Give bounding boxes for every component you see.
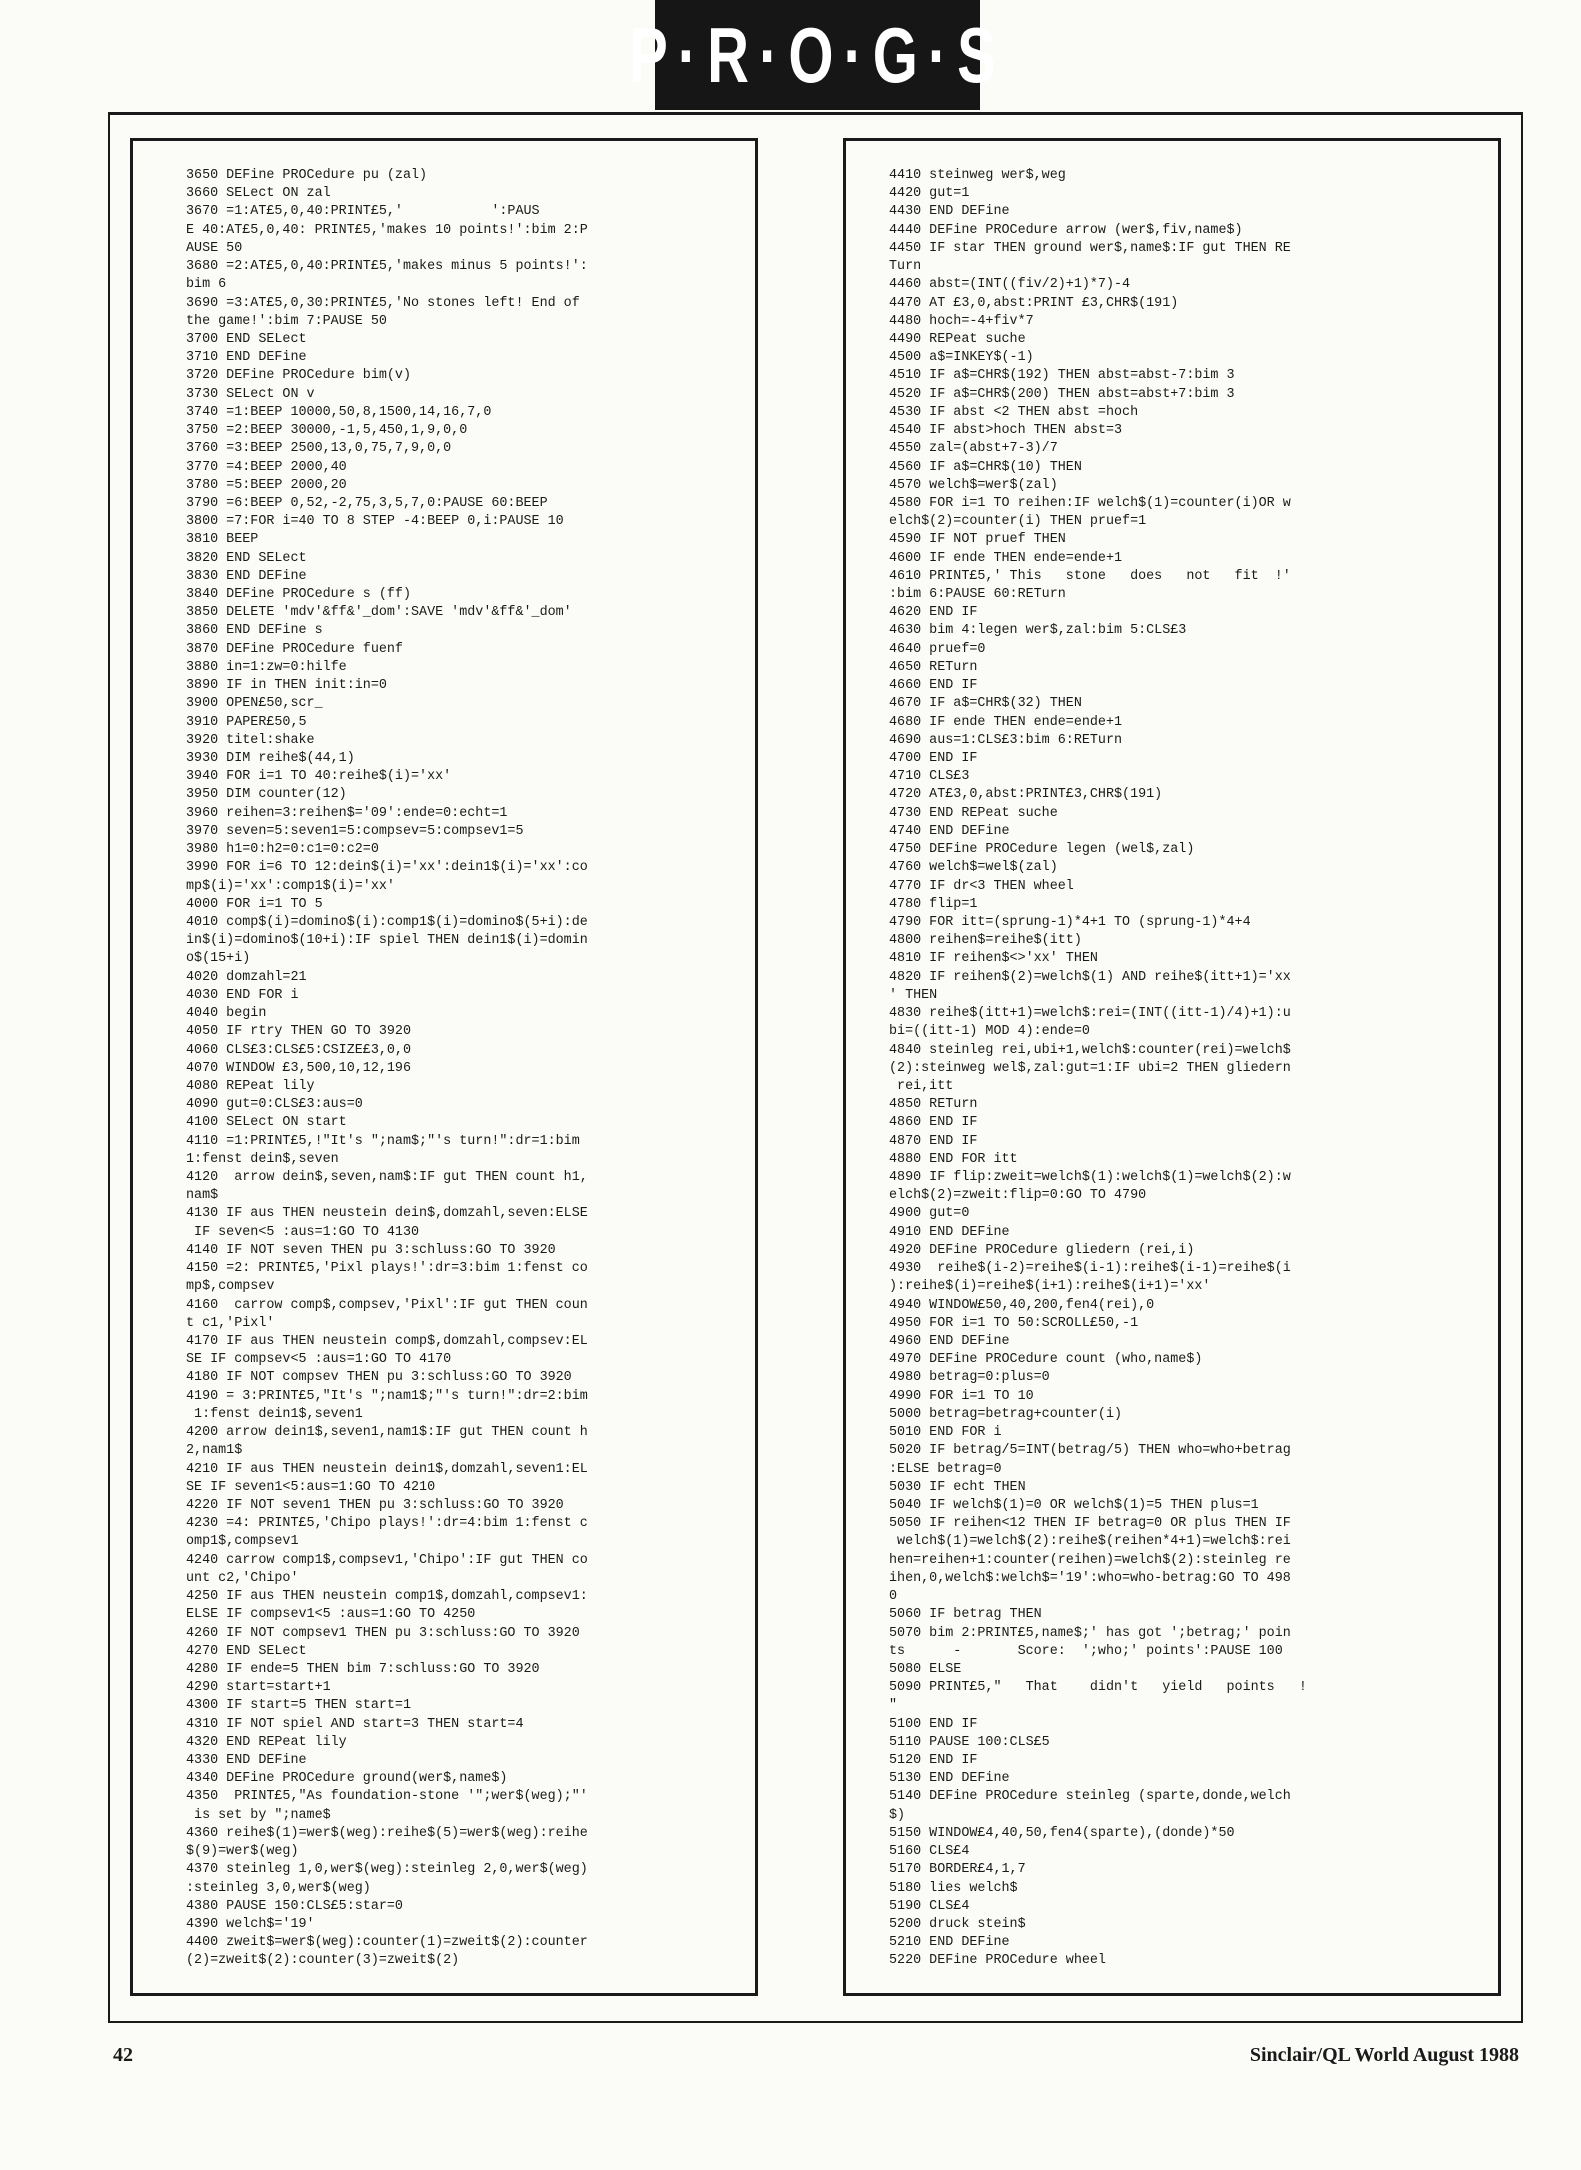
code-line: 3920 titel:shake bbox=[186, 732, 315, 748]
code-line: 2,nam1$ bbox=[186, 1443, 243, 1459]
code-line: 5120 END IF bbox=[889, 1753, 978, 1769]
code-line: mp$,compsev bbox=[186, 1279, 275, 1295]
code-line: (2)=zweit$(2):counter(3)=zweit$(2) bbox=[186, 1953, 460, 1969]
code-line: 4090 gut=0:CLS£3:aus=0 bbox=[186, 1097, 363, 1113]
code-line: 4750 DEFine PROCedure legen (wel$,zal) bbox=[889, 842, 1195, 858]
code-line: 4990 FOR i=1 TO 10 bbox=[889, 1388, 1034, 1404]
right-rule bbox=[1521, 112, 1523, 2022]
code-line: 4420 gut=1 bbox=[889, 186, 970, 202]
code-line: 3790 =6:BEEP 0,52,-2,75,3,5,7,0:PAUSE 60:BEEP bbox=[186, 495, 548, 511]
code-line: o$(15+i) bbox=[186, 951, 251, 967]
left-rule bbox=[108, 112, 110, 2022]
code-line: 4950 FOR i=1 TO 50:SCROLL£50,-1 bbox=[889, 1315, 1139, 1331]
code-line: 4940 WINDOW£50,40,200,fen4(rei),0 bbox=[889, 1297, 1155, 1313]
code-line: 5050 IF reihen<12 THEN IF betrag=0 OR plus THEN IF bbox=[889, 1516, 1291, 1532]
code-line: 5210 END DEFine bbox=[889, 1935, 1010, 1951]
code-line: 4660 END IF bbox=[889, 678, 978, 694]
code-line: $) bbox=[889, 1807, 906, 1823]
code-line: 4370 steinleg 1,0,wer$(weg):steinleg 2,0,wer$(weg) bbox=[186, 1862, 588, 1878]
code-line: 4070 WINDOW £3,500,10,12,196 bbox=[186, 1060, 411, 1076]
code-line: 4110 =1:PRINT£5,!"It's ";nam$;"'s turn!":dr=1:bim bbox=[186, 1133, 580, 1149]
code-line: elch$(2)=zweit:flip=0:GO TO 4790 bbox=[889, 1188, 1147, 1204]
code-line: 5140 DEFine PROCedure steinleg (sparte,donde,welch bbox=[889, 1789, 1291, 1805]
code-line: 4240 carrow comp1$,compsev1,'Chipo':IF gut THEN co bbox=[186, 1552, 588, 1568]
code-line: 4160 carrow comp$,compsev,'Pixl':IF gut THEN coun bbox=[186, 1297, 588, 1313]
code-line: 4800 reihen$=reihe$(itt) bbox=[889, 933, 1082, 949]
code-line: ELSE IF compsev1<5 :aus=1:GO TO 4250 bbox=[186, 1607, 476, 1623]
code-line: 4310 IF NOT spiel AND start=3 THEN start=4 bbox=[186, 1716, 524, 1732]
code-line: 5030 IF echt THEN bbox=[889, 1479, 1026, 1495]
code-line: 4880 END FOR itt bbox=[889, 1151, 1018, 1167]
code-line: 4590 IF NOT pruef THEN bbox=[889, 532, 1066, 548]
code-line: 4130 IF aus THEN neustein dein$,domzahl,seven:ELSE bbox=[186, 1206, 588, 1222]
code-line: 5160 CLS£4 bbox=[889, 1844, 970, 1860]
code-line: unt c2,'Chipo' bbox=[186, 1570, 299, 1586]
code-line: 5110 PAUSE 100:CLS£5 bbox=[889, 1734, 1050, 1750]
code-line: 4230 =4: PRINT£5,'Chipo plays!':dr=4:bim 1:fenst c bbox=[186, 1516, 588, 1532]
code-line: 5180 lies welch$ bbox=[889, 1880, 1018, 1896]
code-line: 4400 zweit$=wer$(weg):counter(1)=zweit$(2):counter bbox=[186, 1935, 588, 1951]
code-line: 5190 CLS£4 bbox=[889, 1898, 970, 1914]
code-line: 4970 DEFine PROCedure count (who,name$) bbox=[889, 1352, 1203, 1368]
code-line: 3710 END DEFine bbox=[186, 350, 307, 366]
left-code-listing bbox=[186, 167, 588, 1971]
code-line: 3960 reihen=3:reihen$='09':ende=0:echt=1 bbox=[186, 805, 508, 821]
code-line: 3950 DIM counter(12) bbox=[186, 787, 347, 803]
code-line: 3800 =7:FOR i=40 TO 8 STEP -4:BEEP 0,i:PAUSE 10 bbox=[186, 514, 564, 530]
code-line: :steinleg 3,0,wer$(weg) bbox=[186, 1880, 371, 1896]
code-line: $(9)=wer$(weg) bbox=[186, 1844, 299, 1860]
code-line: 4120 arrow dein$,seven,nam$:IF gut THEN count h1, bbox=[186, 1170, 588, 1186]
code-line: 4770 IF dr<3 THEN wheel bbox=[889, 878, 1074, 894]
code-line: 4720 AT£3,0,abst:PRINT£3,CHR$(191) bbox=[889, 787, 1163, 803]
code-line: 4490 REPeat suche bbox=[889, 331, 1026, 347]
code-line: nam$ bbox=[186, 1188, 219, 1204]
code-line: 4220 IF NOT seven1 THEN pu 3:schluss:GO TO 3920 bbox=[186, 1497, 564, 1513]
code-line: 4600 IF ende THEN ende=ende+1 bbox=[889, 550, 1123, 566]
code-line: 3980 h1=0:h2=0:c1=0:c2=0 bbox=[186, 842, 379, 858]
code-line: hen=reihen+1:counter(reihen)=welch$(2):steinleg re bbox=[889, 1552, 1291, 1568]
code-line: 4580 FOR i=1 TO reihen:IF welch$(1)=counter(i)OR w bbox=[889, 495, 1291, 511]
code-line: 4630 bim 4:legen wer$,zal:bim 5:CLS£3 bbox=[889, 623, 1187, 639]
code-line: t c1,'Pixl' bbox=[186, 1315, 275, 1331]
code-line: ihen,0,welch$:welch$='19':who=who-betrag:GO TO 498 bbox=[889, 1570, 1291, 1586]
code-line: 4200 arrow dein1$,seven1,nam1$:IF gut THEN count h bbox=[186, 1425, 588, 1441]
code-line: 4210 IF aus THEN neustein dein1$,domzahl,seven1:EL bbox=[186, 1461, 588, 1477]
code-line: 3890 IF in THEN init:in=0 bbox=[186, 678, 387, 694]
code-line: 4170 IF aus THEN neustein comp$,domzahl,compsev:EL bbox=[186, 1334, 588, 1349]
code-line: " bbox=[889, 1698, 898, 1714]
code-line: rei,itt bbox=[889, 1078, 954, 1094]
code-line: 4640 pruef=0 bbox=[889, 641, 986, 657]
code-line: 4980 betrag=0:plus=0 bbox=[889, 1370, 1050, 1386]
code-line: ):reihe$(i)=reihe$(i+1):reihe$(i+1)='xx' bbox=[889, 1279, 1211, 1295]
code-line: in$(i)=domino$(10+i):IF spiel THEN dein1$(i)=domin bbox=[186, 933, 588, 949]
code-line: SE IF seven1<5:aus=1:GO TO 4210 bbox=[186, 1479, 436, 1495]
code-line: 5070 bim 2:PRINT£5,name$;' has got ';betrag;' poin bbox=[889, 1625, 1291, 1641]
code-line: 5060 IF betrag THEN bbox=[889, 1607, 1042, 1623]
code-line: 4280 IF ende=5 THEN bim 7:schluss:GO TO 3920 bbox=[186, 1661, 540, 1677]
code-line: 3780 =5:BEEP 2000,20 bbox=[186, 477, 347, 493]
code-line: 4810 IF reihen$<>'xx' THEN bbox=[889, 951, 1098, 967]
code-line: 4430 END DEFine bbox=[889, 204, 1010, 220]
code-line: 4910 END DEFine bbox=[889, 1224, 1010, 1240]
code-line: AUSE 50 bbox=[186, 240, 243, 256]
code-line: 4540 IF abst>hoch THEN abst=3 bbox=[889, 423, 1123, 439]
code-line: 3840 DEFine PROCedure s (ff) bbox=[186, 587, 411, 603]
code-line: 4260 IF NOT compsev1 THEN pu 3:schluss:GO TO 3920 bbox=[186, 1625, 580, 1641]
code-line: 5130 END DEFine bbox=[889, 1771, 1010, 1787]
code-line: 3680 =2:AT£5,0,40:PRINT£5,'makes minus 5 points!': bbox=[186, 259, 588, 275]
code-line: 5010 END FOR i bbox=[889, 1425, 1002, 1441]
code-line: 5150 WINDOW£4,40,50,fen4(sparte),(donde)*50 bbox=[889, 1825, 1235, 1841]
top-rule bbox=[108, 112, 1523, 115]
code-line: 4570 welch$=wer$(zal) bbox=[889, 477, 1058, 493]
code-line: 4300 IF start=5 THEN start=1 bbox=[186, 1698, 411, 1714]
code-line: E 40:AT£5,0,40: PRINT£5,'makes 10 points!':bim 2:P bbox=[186, 222, 588, 238]
code-line: 3670 =1:AT£5,0,40:PRINT£5,' ':PAUS bbox=[186, 204, 540, 220]
code-line: 3770 =4:BEEP 2000,40 bbox=[186, 459, 347, 475]
code-line: 4530 IF abst <2 THEN abst =hoch bbox=[889, 404, 1139, 420]
code-line: 5200 druck stein$ bbox=[889, 1917, 1026, 1932]
code-line: 3930 DIM reihe$(44,1) bbox=[186, 751, 355, 766]
code-line: 1:fenst dein$,seven bbox=[186, 1151, 339, 1167]
code-line: 4520 IF a$=CHR$(200) THEN abst=abst+7:bim 3 bbox=[889, 386, 1235, 402]
code-line: 3910 PAPER£50,5 bbox=[186, 714, 307, 730]
code-line: the game!':bim 7:PAUSE 50 bbox=[186, 313, 387, 329]
section-title: P·R·O·G·S bbox=[629, 11, 1006, 99]
code-line: 3870 DEFine PROCedure fuenf bbox=[186, 641, 403, 657]
code-line: 5040 IF welch$(1)=0 OR welch$(1)=5 THEN plus=1 bbox=[889, 1497, 1259, 1513]
code-line: 4690 aus=1:CLS£3:bim 6:RETurn bbox=[889, 732, 1123, 748]
code-line: 4510 IF a$=CHR$(192) THEN abst=abst-7:bim 3 bbox=[889, 368, 1235, 384]
code-line: is set by ";name$ bbox=[186, 1807, 331, 1823]
code-line: (2):steinweg wel$,zal:gut=1:IF ubi=2 THEN gliedern bbox=[889, 1060, 1291, 1076]
code-line: 4380 PAUSE 150:CLS£5:star=0 bbox=[186, 1898, 403, 1914]
code-line: 4150 =2: PRINT£5,'Pixl plays!':dr=3:bim 1:fenst co bbox=[186, 1261, 588, 1277]
code-line: 3810 BEEP bbox=[186, 532, 259, 548]
code-line: 4460 abst=(INT((fiv/2)+1)*7)-4 bbox=[889, 277, 1131, 293]
code-line: 4060 CLS£3:CLS£5:CSIZE£3,0,0 bbox=[186, 1042, 411, 1058]
code-line: 4270 END SELect bbox=[186, 1643, 307, 1659]
code-line: 4650 RETurn bbox=[889, 659, 978, 675]
code-line: 4450 IF star THEN ground wer$,name$:IF gut THEN RE bbox=[889, 240, 1291, 256]
code-line: 4740 END DEFine bbox=[889, 823, 1010, 839]
code-line: mp$(i)='xx':comp1$(i)='xx' bbox=[186, 878, 395, 894]
code-line: 3940 FOR i=1 TO 40:reihe$(i)='xx' bbox=[186, 769, 452, 785]
code-line: 3850 DELETE 'mdv'&ff&'_dom':SAVE 'mdv'&ff&'_dom' bbox=[186, 605, 572, 621]
code-line: 4700 END IF bbox=[889, 751, 978, 766]
code-line: 4470 AT £3,0,abst:PRINT £3,CHR$(191) bbox=[889, 295, 1179, 311]
left-listing-panel bbox=[130, 138, 758, 1996]
code-line: 4360 reihe$(1)=wer$(weg):reihe$(5)=wer$(weg):reihe bbox=[186, 1825, 588, 1841]
code-line: 1:fenst dein1$,seven1 bbox=[186, 1406, 363, 1422]
code-line: 5020 IF betrag/5=INT(betrag/5) THEN who=who+betrag bbox=[889, 1443, 1291, 1459]
code-line: 3660 SELect ON zal bbox=[186, 186, 331, 202]
code-line: 5100 END IF bbox=[889, 1716, 978, 1732]
code-line: 4890 IF flip:zweit=welch$(1):welch$(1)=welch$(2):w bbox=[889, 1170, 1291, 1186]
code-line: 4080 REPeat lily bbox=[186, 1078, 315, 1094]
code-line: SE IF compsev<5 :aus=1:GO TO 4170 bbox=[186, 1352, 452, 1368]
code-line: 3750 =2:BEEP 30000,-1,5,450,1,9,0,0 bbox=[186, 423, 468, 439]
code-line: 4870 END IF bbox=[889, 1133, 978, 1149]
code-line: 3830 END DEFine bbox=[186, 568, 307, 584]
code-line: 4850 RETurn bbox=[889, 1097, 978, 1113]
code-line: elch$(2)=counter(i) THEN pruef=1 bbox=[889, 514, 1147, 530]
code-line: 3900 OPEN£50,scr_ bbox=[186, 696, 323, 712]
code-line: 4920 DEFine PROCedure gliedern (rei,i) bbox=[889, 1242, 1195, 1258]
code-line: 4620 END IF bbox=[889, 605, 978, 621]
code-line: :bim 6:PAUSE 60:RETurn bbox=[889, 587, 1066, 603]
code-line: 4010 comp$(i)=domino$(i):comp1$(i)=domino$(5+i):de bbox=[186, 914, 588, 930]
code-line: 3990 FOR i=6 TO 12:dein$(i)='xx':dein1$(i)='xx':co bbox=[186, 860, 588, 876]
code-line: 4480 hoch=-4+fiv*7 bbox=[889, 313, 1034, 329]
code-line: 4860 END IF bbox=[889, 1115, 978, 1131]
code-line: 4730 END REPeat suche bbox=[889, 805, 1058, 821]
code-line: 4610 PRINT£5,' This stone does not fit !' bbox=[889, 568, 1291, 584]
code-line: 3700 END SELect bbox=[186, 331, 307, 347]
code-line: 3970 seven=5:seven1=5:compsev=5:compsev1=5 bbox=[186, 823, 524, 839]
code-line: bim 6 bbox=[186, 277, 227, 293]
code-line: 4930 reihe$(i-2)=reihe$(i-1):reihe$(i-1)=reihe$(i bbox=[889, 1261, 1291, 1277]
code-line: 5090 PRINT£5," That didn't yield points ! bbox=[889, 1680, 1307, 1696]
code-line: 4840 steinleg rei,ubi+1,welch$:counter(rei)=welch$ bbox=[889, 1042, 1291, 1058]
bottom-rule bbox=[108, 2021, 1523, 2023]
code-line: 4710 CLS£3 bbox=[889, 769, 970, 785]
code-line: omp1$,compsev1 bbox=[186, 1534, 299, 1550]
code-line: 3730 SELect ON v bbox=[186, 386, 315, 402]
code-line: 4410 steinweg wer$,weg bbox=[889, 168, 1066, 183]
code-line: 4250 IF aus THEN neustein comp1$,domzahl,compsev1: bbox=[186, 1589, 588, 1605]
code-line: :ELSE betrag=0 bbox=[889, 1461, 1002, 1477]
code-line: 5170 BORDER£4,1,7 bbox=[889, 1862, 1026, 1878]
code-line: 4680 IF ende THEN ende=ende+1 bbox=[889, 714, 1123, 730]
code-line: 4780 flip=1 bbox=[889, 896, 978, 912]
code-line: 4670 IF a$=CHR$(32) THEN bbox=[889, 696, 1082, 712]
code-line: 4190 = 3:PRINT£5,"It's ";nam1$;"'s turn!":dr=2:bim bbox=[186, 1388, 588, 1404]
code-line: 4030 END FOR i bbox=[186, 987, 299, 1003]
code-line: 4290 start=start+1 bbox=[186, 1680, 331, 1696]
code-line: bi=((itt-1) MOD 4):ende=0 bbox=[889, 1024, 1090, 1040]
code-line: 4790 FOR itt=(sprung-1)*4+1 TO (sprung-1)*4+4 bbox=[889, 914, 1251, 930]
code-line: 4830 reihe$(itt+1)=welch$:rei=(INT((itt-1)/4)+1):u bbox=[889, 1006, 1291, 1022]
code-line: 4100 SELect ON start bbox=[186, 1115, 347, 1131]
right-code-listing bbox=[889, 167, 1307, 1971]
code-line: 4960 END DEFine bbox=[889, 1334, 1010, 1349]
code-line: 3650 DEFine PROCedure pu (zal) bbox=[186, 168, 428, 183]
code-line: 4330 END DEFine bbox=[186, 1753, 307, 1769]
code-line: 4020 domzahl=21 bbox=[186, 969, 307, 985]
code-line: Turn bbox=[889, 259, 922, 275]
code-line: 4440 DEFine PROCedure arrow (wer$,fiv,name$) bbox=[889, 222, 1243, 238]
code-line: 4050 IF rtry THEN GO TO 3920 bbox=[186, 1024, 411, 1040]
code-line: 3820 END SELect bbox=[186, 550, 307, 566]
code-line: 5000 betrag=betrag+counter(i) bbox=[889, 1406, 1123, 1422]
code-line: ts - Score: ';who;' points':PAUSE 100 bbox=[889, 1643, 1283, 1659]
code-line: 4340 DEFine PROCedure ground(wer$,name$) bbox=[186, 1771, 508, 1787]
code-line: 4900 gut=0 bbox=[889, 1206, 970, 1222]
code-line: ' THEN bbox=[889, 987, 938, 1003]
code-line: 4350 PRINT£5,"As foundation-stone '";wer$(weg);"' bbox=[186, 1789, 588, 1805]
code-line: 4760 welch$=wel$(zal) bbox=[889, 860, 1058, 876]
right-listing-panel bbox=[843, 138, 1501, 1996]
code-line: 4560 IF a$=CHR$(10) THEN bbox=[889, 459, 1082, 475]
code-line: 3720 DEFine PROCedure bim(v) bbox=[186, 368, 411, 384]
code-line: 4180 IF NOT compsev THEN pu 3:schluss:GO TO 3920 bbox=[186, 1370, 572, 1386]
page-number: 42 bbox=[113, 2044, 133, 2066]
code-line: 4820 IF reihen$(2)=welch$(1) AND reihe$(itt+1)='xx bbox=[889, 969, 1291, 985]
header-banner bbox=[629, 0, 1006, 110]
code-line: IF seven<5 :aus=1:GO TO 4130 bbox=[186, 1224, 420, 1240]
code-line: 3760 =3:BEEP 2500,13,0,75,7,9,0,0 bbox=[186, 441, 452, 457]
code-line: 4320 END REPeat lily bbox=[186, 1734, 347, 1750]
code-line: 3740 =1:BEEP 10000,50,8,1500,14,16,7,0 bbox=[186, 404, 492, 420]
code-line: 3880 in=1:zw=0:hilfe bbox=[186, 659, 347, 675]
code-line: 4000 FOR i=1 TO 5 bbox=[186, 896, 323, 912]
code-line: 5220 DEFine PROCedure wheel bbox=[889, 1953, 1106, 1969]
code-line: 4040 begin bbox=[186, 1006, 267, 1022]
code-line: welch$(1)=welch$(2):reihe$(reihen*4+1)=welch$:rei bbox=[889, 1534, 1291, 1550]
code-line: 3860 END DEFine s bbox=[186, 623, 323, 639]
code-line: 4500 a$=INKEY$(-1) bbox=[889, 350, 1034, 366]
code-line: 4140 IF NOT seven THEN pu 3:schluss:GO TO 3920 bbox=[186, 1242, 556, 1258]
code-line: 3690 =3:AT£5,0,30:PRINT£5,'No stones left! End of bbox=[186, 295, 580, 311]
code-line: 4550 zal=(abst+7-3)/7 bbox=[889, 441, 1058, 457]
magazine-issue: Sinclair/QL World August 1988 bbox=[1249, 2044, 1519, 2066]
code-line: 5080 ELSE bbox=[889, 1661, 962, 1677]
code-line: 0 bbox=[889, 1589, 898, 1605]
code-line: 4390 welch$='19' bbox=[186, 1917, 315, 1932]
